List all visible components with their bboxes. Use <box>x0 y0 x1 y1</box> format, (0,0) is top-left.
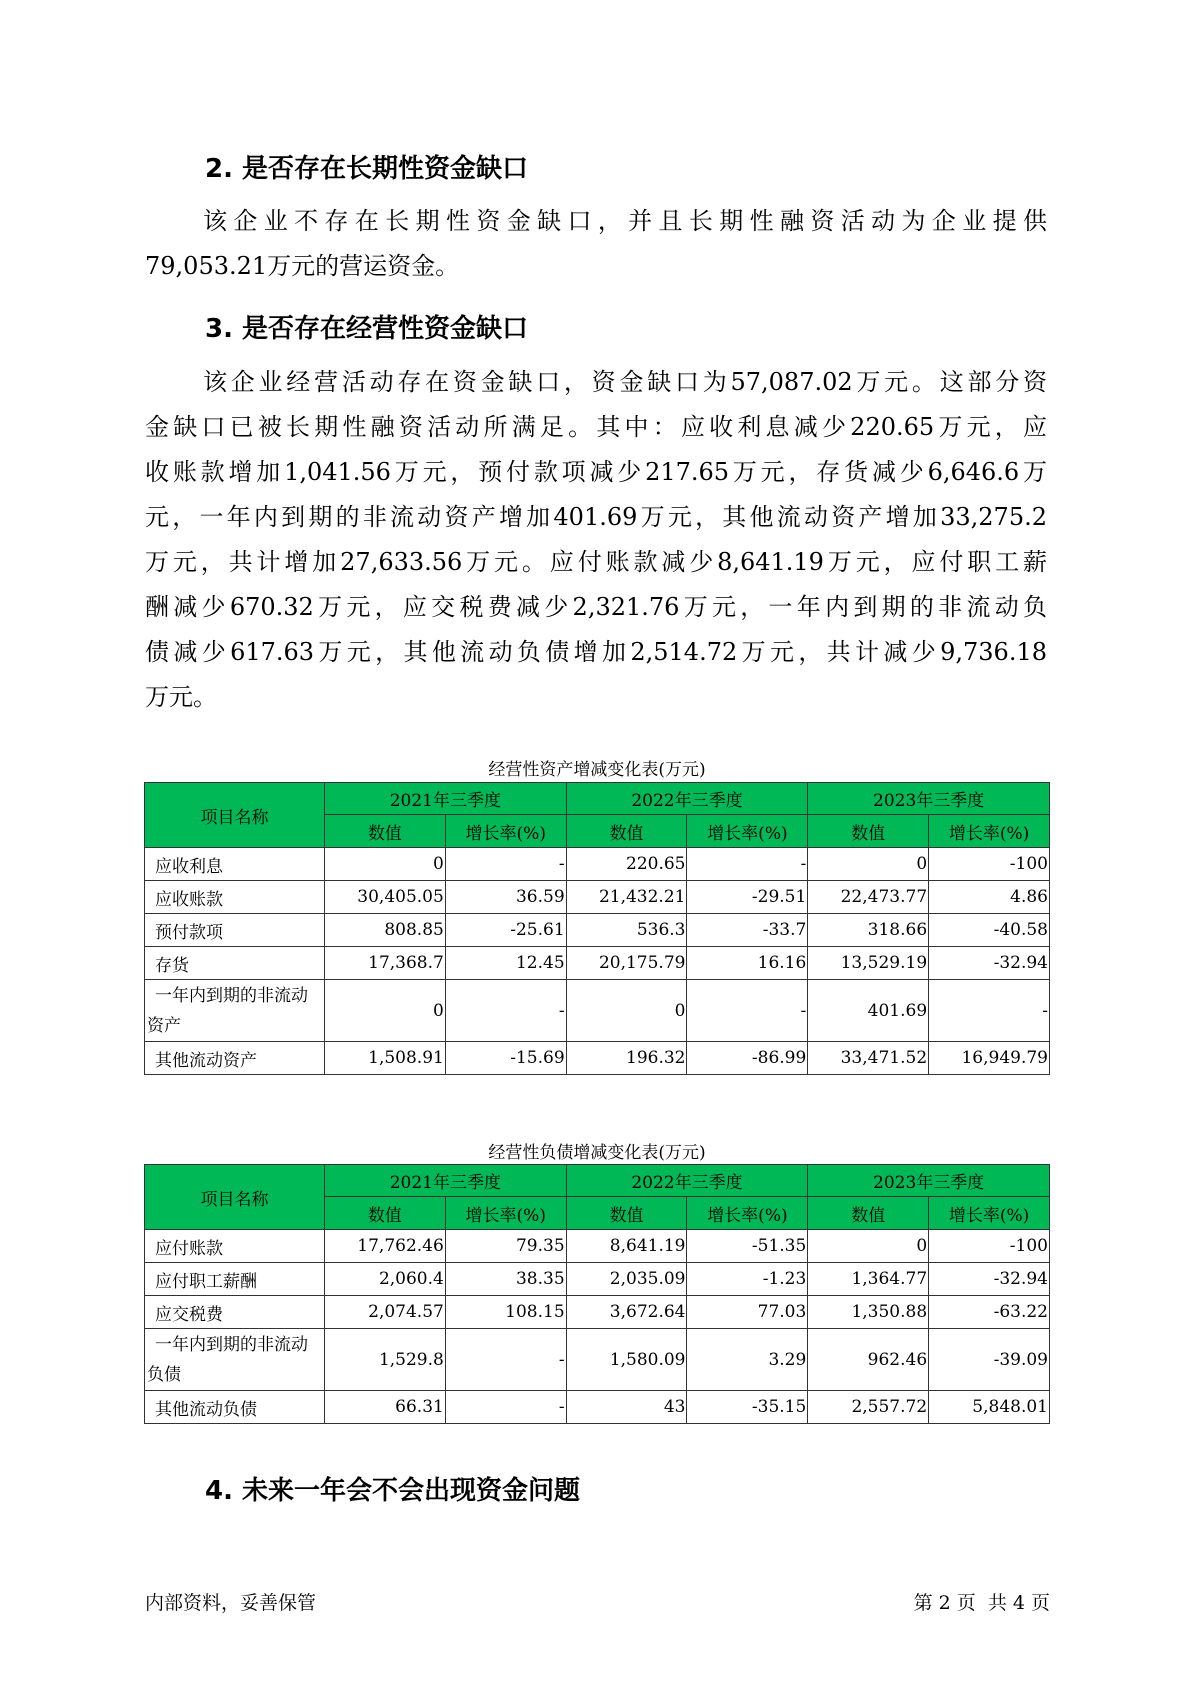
table-row <box>145 1263 1050 1296</box>
table-row <box>145 914 1050 947</box>
header-value: 数值 <box>566 815 687 848</box>
text-line: 元，一年内到期的非流动资产增加401.69万元，其他流动资产增加33,275.2 <box>145 503 1047 531</box>
cell-value: - <box>687 848 808 881</box>
table-row <box>145 980 1050 1042</box>
cell-value: 401.69 <box>808 980 929 1042</box>
cell-value: 220.65 <box>566 848 687 881</box>
row-label: 应收账款 <box>145 881 325 914</box>
table-title-assets: 经营性资产增减变化表(万元) <box>488 760 706 780</box>
text-line: 该企业经营活动存在资金缺口，资金缺口为57,087.02万元。这部分资 <box>203 368 1047 396</box>
cell-value: 2,035.09 <box>566 1263 687 1296</box>
row-label: 其他流动资产 <box>145 1042 325 1075</box>
row-label: 一年内到期的非流动资产 <box>145 980 325 1042</box>
cell-value: 30,405.05 <box>325 881 446 914</box>
cell-value: 66.31 <box>325 1391 446 1424</box>
cell-value: 20,175.79 <box>566 947 687 980</box>
cell-value: 1,580.09 <box>566 1329 687 1391</box>
cell-value: 0 <box>325 848 446 881</box>
text-line: 债减少617.63万元，其他流动负债增加2,514.72万元，共计减少9,736.18 <box>145 638 1047 666</box>
table-row <box>145 1391 1050 1424</box>
cell-value: 3,672.64 <box>566 1296 687 1329</box>
cell-value: -86.99 <box>687 1042 808 1075</box>
cell-value: - <box>445 1391 566 1424</box>
cell-value: -40.58 <box>929 914 1050 947</box>
text-line: 金缺口已被长期性融资活动所满足。其中：应收利息减少220.65万元，应 <box>145 413 1047 441</box>
text-line: 酬减少670.32万元，应交税费减少2,321.76万元，一年内到期的非流动负 <box>145 593 1047 621</box>
table-row <box>145 1230 1050 1263</box>
row-label: 其他流动负债 <box>145 1391 325 1424</box>
cell-value: 318.66 <box>808 914 929 947</box>
header-growth-rate: 增长率(%) <box>445 815 566 848</box>
cell-value: 0 <box>566 980 687 1042</box>
header-period: 2023年三季度 <box>808 1165 1050 1197</box>
row-label: 一年内到期的非流动负债 <box>145 1329 325 1391</box>
header-value: 数值 <box>325 815 446 848</box>
table-row <box>145 1329 1050 1391</box>
row-label: 应交税费 <box>145 1296 325 1329</box>
cell-value: 2,074.57 <box>325 1296 446 1329</box>
section-heading-2: 2. 是否存在长期性资金缺口 <box>205 154 529 184</box>
cell-value: -51.35 <box>687 1230 808 1263</box>
cell-value: 108.15 <box>445 1296 566 1329</box>
cell-value: - <box>687 980 808 1042</box>
cell-value: -1.23 <box>687 1263 808 1296</box>
text-line: 收账款增加1,041.56万元，预付款项减少217.65万元，存货减少6,646.6万 <box>145 458 1047 486</box>
cell-value: 962.46 <box>808 1329 929 1391</box>
cell-value: -100 <box>929 848 1050 881</box>
cell-value: - <box>445 848 566 881</box>
header-period: 2021年三季度 <box>325 1165 567 1197</box>
header-growth-rate: 增长率(%) <box>445 1197 566 1230</box>
paragraph-operating-gap <box>145 360 1047 720</box>
cell-value: 1,350.88 <box>808 1296 929 1329</box>
cell-value: 16.16 <box>687 947 808 980</box>
footer-page-number: 第 2 页 共 4 页 <box>913 1592 1050 1614</box>
header-growth-rate: 增长率(%) <box>929 815 1050 848</box>
header-growth-rate: 增长率(%) <box>929 1197 1050 1230</box>
section-heading-3: 3. 是否存在经营性资金缺口 <box>205 314 529 344</box>
cell-value: 3.29 <box>687 1329 808 1391</box>
cell-value: 4.86 <box>929 881 1050 914</box>
cell-value: - <box>445 980 566 1042</box>
paragraph-long-term-gap <box>145 199 1047 289</box>
table-row <box>145 1296 1050 1329</box>
row-label: 应付职工薪酬 <box>145 1263 325 1296</box>
cell-value: 12.45 <box>445 947 566 980</box>
liabilities-table <box>144 1164 1050 1424</box>
cell-value: 13,529.19 <box>808 947 929 980</box>
cell-value: 1,364.77 <box>808 1263 929 1296</box>
cell-value: 536.3 <box>566 914 687 947</box>
row-label: 存货 <box>145 947 325 980</box>
cell-value: 0 <box>808 848 929 881</box>
cell-value: -63.22 <box>929 1296 1050 1329</box>
cell-value: -33.7 <box>687 914 808 947</box>
text-line: 万元，共计增加27,633.56万元。应付账款减少8,641.19万元，应付职工薪 <box>145 548 1047 576</box>
header-period: 2023年三季度 <box>808 783 1050 815</box>
cell-value: 1,508.91 <box>325 1042 446 1075</box>
section-heading-4: 4. 未来一年会不会出现资金问题 <box>205 1476 581 1506</box>
table-row <box>145 1042 1050 1075</box>
header-period: 2021年三季度 <box>325 783 567 815</box>
cell-value: 17,762.46 <box>325 1230 446 1263</box>
header-value: 数值 <box>808 1197 929 1230</box>
cell-value: 196.32 <box>566 1042 687 1075</box>
header-value: 数值 <box>566 1197 687 1230</box>
cell-value: 1,529.8 <box>325 1329 446 1391</box>
cell-value: 2,557.72 <box>808 1391 929 1424</box>
cell-value: 33,471.52 <box>808 1042 929 1075</box>
table-row <box>145 947 1050 980</box>
row-label: 应付账款 <box>145 1230 325 1263</box>
text-line: 该企业不存在长期性资金缺口，并且长期性融资活动为企业提供 <box>203 207 1047 235</box>
cell-value: 21,432.21 <box>566 881 687 914</box>
cell-value: -35.15 <box>687 1391 808 1424</box>
header-value: 数值 <box>325 1197 446 1230</box>
table-row <box>145 881 1050 914</box>
text-line: 79,053.21万元的营运资金。 <box>145 252 460 280</box>
cell-value: -100 <box>929 1230 1050 1263</box>
header-period: 2022年三季度 <box>566 783 808 815</box>
cell-value: 8,641.19 <box>566 1230 687 1263</box>
table-row <box>145 848 1050 881</box>
cell-value: -29.51 <box>687 881 808 914</box>
footer-confidential: 内部资料，妥善保管 <box>145 1592 317 1614</box>
cell-value: 43 <box>566 1391 687 1424</box>
cell-value: 79.35 <box>445 1230 566 1263</box>
assets-table <box>144 782 1050 1075</box>
cell-value: 36.59 <box>445 881 566 914</box>
cell-value: -32.94 <box>929 1263 1050 1296</box>
cell-value: -32.94 <box>929 947 1050 980</box>
cell-value: 0 <box>325 980 446 1042</box>
row-label: 应收利息 <box>145 848 325 881</box>
header-growth-rate: 增长率(%) <box>687 1197 808 1230</box>
cell-value: 0 <box>808 1230 929 1263</box>
cell-value: 22,473.77 <box>808 881 929 914</box>
header-item-name: 项目名称 <box>145 1165 325 1230</box>
cell-value: 17,368.7 <box>325 947 446 980</box>
header-item-name: 项目名称 <box>145 783 325 848</box>
cell-value: 2,060.4 <box>325 1263 446 1296</box>
header-growth-rate: 增长率(%) <box>687 815 808 848</box>
cell-value: -25.61 <box>445 914 566 947</box>
cell-value: - <box>929 980 1050 1042</box>
row-label: 预付款项 <box>145 914 325 947</box>
cell-value: 16,949.79 <box>929 1042 1050 1075</box>
cell-value: - <box>445 1329 566 1391</box>
cell-value: -15.69 <box>445 1042 566 1075</box>
cell-value: 38.35 <box>445 1263 566 1296</box>
cell-value: 77.03 <box>687 1296 808 1329</box>
table-title-liabilities: 经营性负债增减变化表(万元) <box>488 1143 706 1163</box>
header-period: 2022年三季度 <box>566 1165 808 1197</box>
cell-value: 5,848.01 <box>929 1391 1050 1424</box>
cell-value: 808.85 <box>325 914 446 947</box>
text-line: 万元。 <box>145 683 217 711</box>
cell-value: -39.09 <box>929 1329 1050 1391</box>
header-value: 数值 <box>808 815 929 848</box>
